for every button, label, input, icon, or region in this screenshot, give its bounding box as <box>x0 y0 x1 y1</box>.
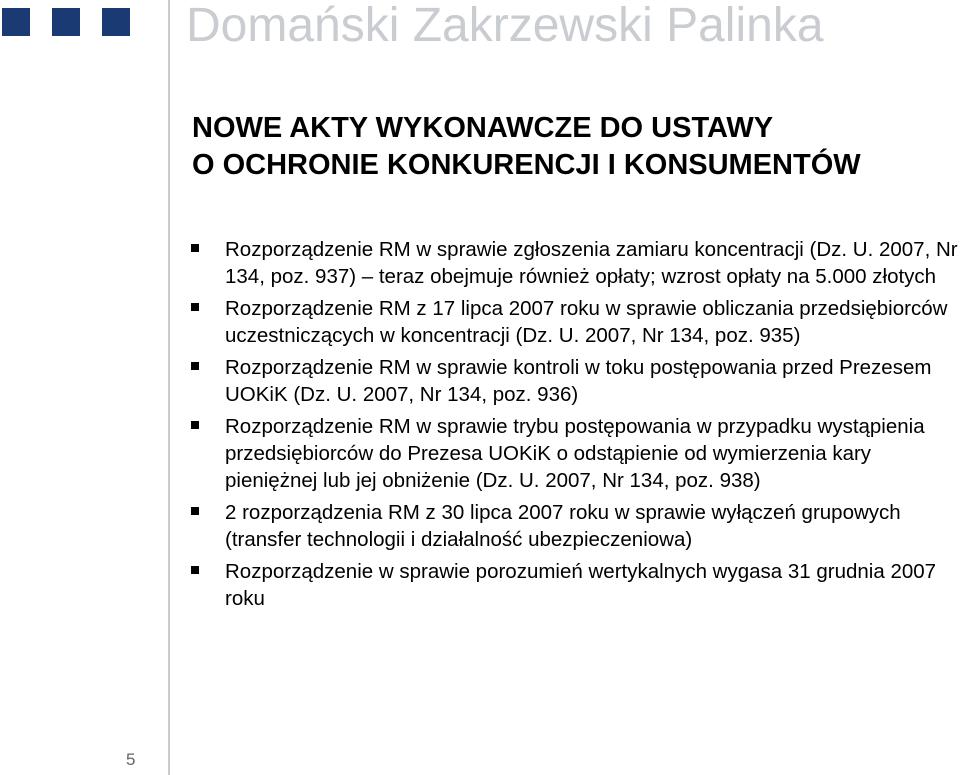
square-bullet-icon <box>191 303 199 311</box>
list-item <box>190 558 960 612</box>
square-bullet-icon <box>191 362 199 370</box>
list-item <box>190 413 960 494</box>
logo-square-1 <box>2 8 30 36</box>
list-item-text: Rozporządzenie RM w sprawie zgłoszenia zamiaru koncentracji (Dz. U. 2007, Nr 134, poz. 937) – teraz obejmuje również opłaty; wzrost opłaty na 5.000 złotych <box>225 238 958 288</box>
square-bullet-icon <box>191 421 199 429</box>
list-item <box>190 499 960 553</box>
list-item-text: 2 rozporządzenia RM z 30 lipca 2007 roku w sprawie wyłączeń grupowych (transfer technologii i działalność ubezpieczeniowa) <box>225 501 901 551</box>
slide-title-line-2: O OCHRONIE KONKURENCJI I KONSUMENTÓW <box>192 149 861 181</box>
vertical-divider <box>168 0 170 775</box>
bullet-list <box>190 236 960 617</box>
list-item <box>190 236 960 290</box>
list-item-text: Rozporządzenie RM z 17 lipca 2007 roku w sprawie obliczania przedsiębiorców uczestniczących w koncentracji (Dz. U. 2007, Nr 134, poz. 935) <box>225 297 948 347</box>
page-number: 5 <box>126 750 136 769</box>
list-item <box>190 295 960 349</box>
brand-name: Domański Zakrzewski Palinka <box>186 0 824 52</box>
logo-square-3 <box>102 8 130 36</box>
list-item-text: Rozporządzenie w sprawie porozumień wertykalnych wygasa 31 grudnia 2007 roku <box>225 560 937 610</box>
square-bullet-icon <box>191 507 199 515</box>
square-bullet-icon <box>191 244 199 252</box>
square-bullet-icon <box>191 566 199 574</box>
list-item-text: Rozporządzenie RM w sprawie kontroli w toku postępowania przed Prezesem UOKiK (Dz. U. 2007, Nr 134, poz. 936) <box>225 356 932 406</box>
logo-square-2 <box>52 8 80 36</box>
slide-title-line-1: NOWE AKTY WYKONAWCZE DO USTAWY <box>192 112 774 144</box>
slide-title <box>192 110 861 184</box>
list-item-text: Rozporządzenie RM w sprawie trybu postępowania w przypadku wystąpienia przedsiębiorców do Prezesa UOKiK o odstąpienie od wymierzenia kary pieniężnej lub jej obniżenie (Dz. U. 2007, Nr 134, poz. 938) <box>225 415 925 492</box>
list-item <box>190 354 960 408</box>
